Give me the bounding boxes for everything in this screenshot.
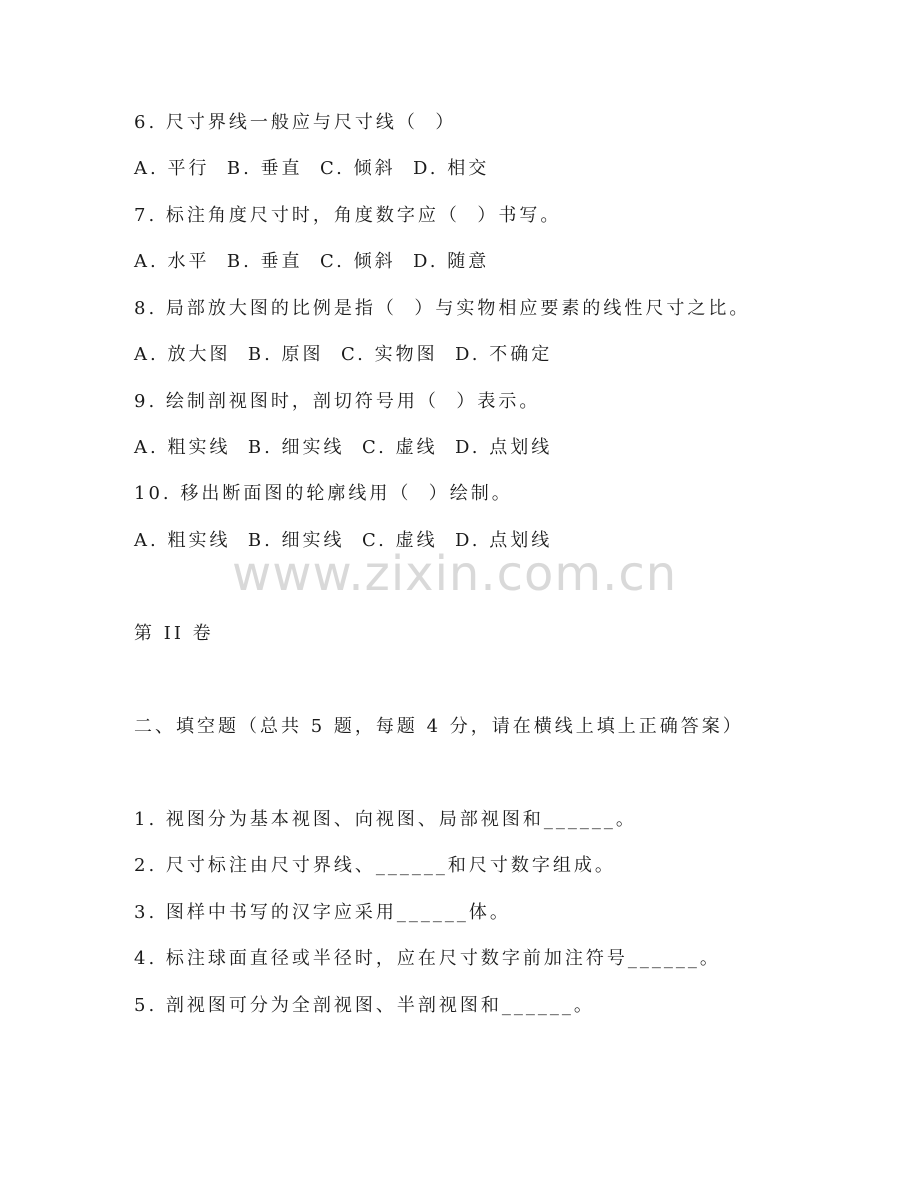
section-title: 二、填空题（总共 5 题，每题 4 分，请在横线上填上正确答案）: [134, 716, 744, 737]
question-7-options: A. 水平 B. 垂直 C. 倾斜 D. 随意: [134, 251, 490, 272]
volume-title: 第 II 卷: [134, 623, 214, 644]
fill-question-1: 1. 视图分为基本视图、向视图、局部视图和______。: [134, 809, 637, 830]
fill-question-5: 5. 剖视图可分为全剖视图、半剖视图和______。: [134, 995, 595, 1016]
question-6-options: A. 平行 B. 垂直 C. 倾斜 D. 相交: [134, 158, 490, 179]
fill-question-4: 4. 标注球面直径或半径时，应在尺寸数字前加注符号______。: [134, 948, 721, 969]
fill-question-3: 3. 图样中书写的汉字应采用______体。: [134, 902, 511, 923]
question-7: 7. 标注角度尺寸时，角度数字应（ ）书写。: [134, 205, 562, 226]
question-10-options: A. 粗实线 B. 细实线 C. 虚线 D. 点划线: [134, 530, 553, 551]
question-10: 10. 移出断面图的轮廓线用（ ）绘制。: [134, 483, 513, 504]
fill-question-2: 2. 尺寸标注由尺寸界线、______和尺寸数字组成。: [134, 855, 616, 876]
question-8-options: A. 放大图 B. 原图 C. 实物图 D. 不确定: [134, 344, 553, 365]
question-9-options: A. 粗实线 B. 细实线 C. 虚线 D. 点划线: [134, 437, 553, 458]
question-9: 9. 绘制剖视图时，剖切符号用（ ）表示。: [134, 391, 541, 412]
watermark: www.zixin.com.cn: [232, 546, 678, 602]
question-8: 8. 局部放大图的比例是指（ ）与实物相应要素的线性尺寸之比。: [134, 298, 751, 319]
question-6: 6. 尺寸界线一般应与尺寸线（ ）: [134, 112, 457, 133]
